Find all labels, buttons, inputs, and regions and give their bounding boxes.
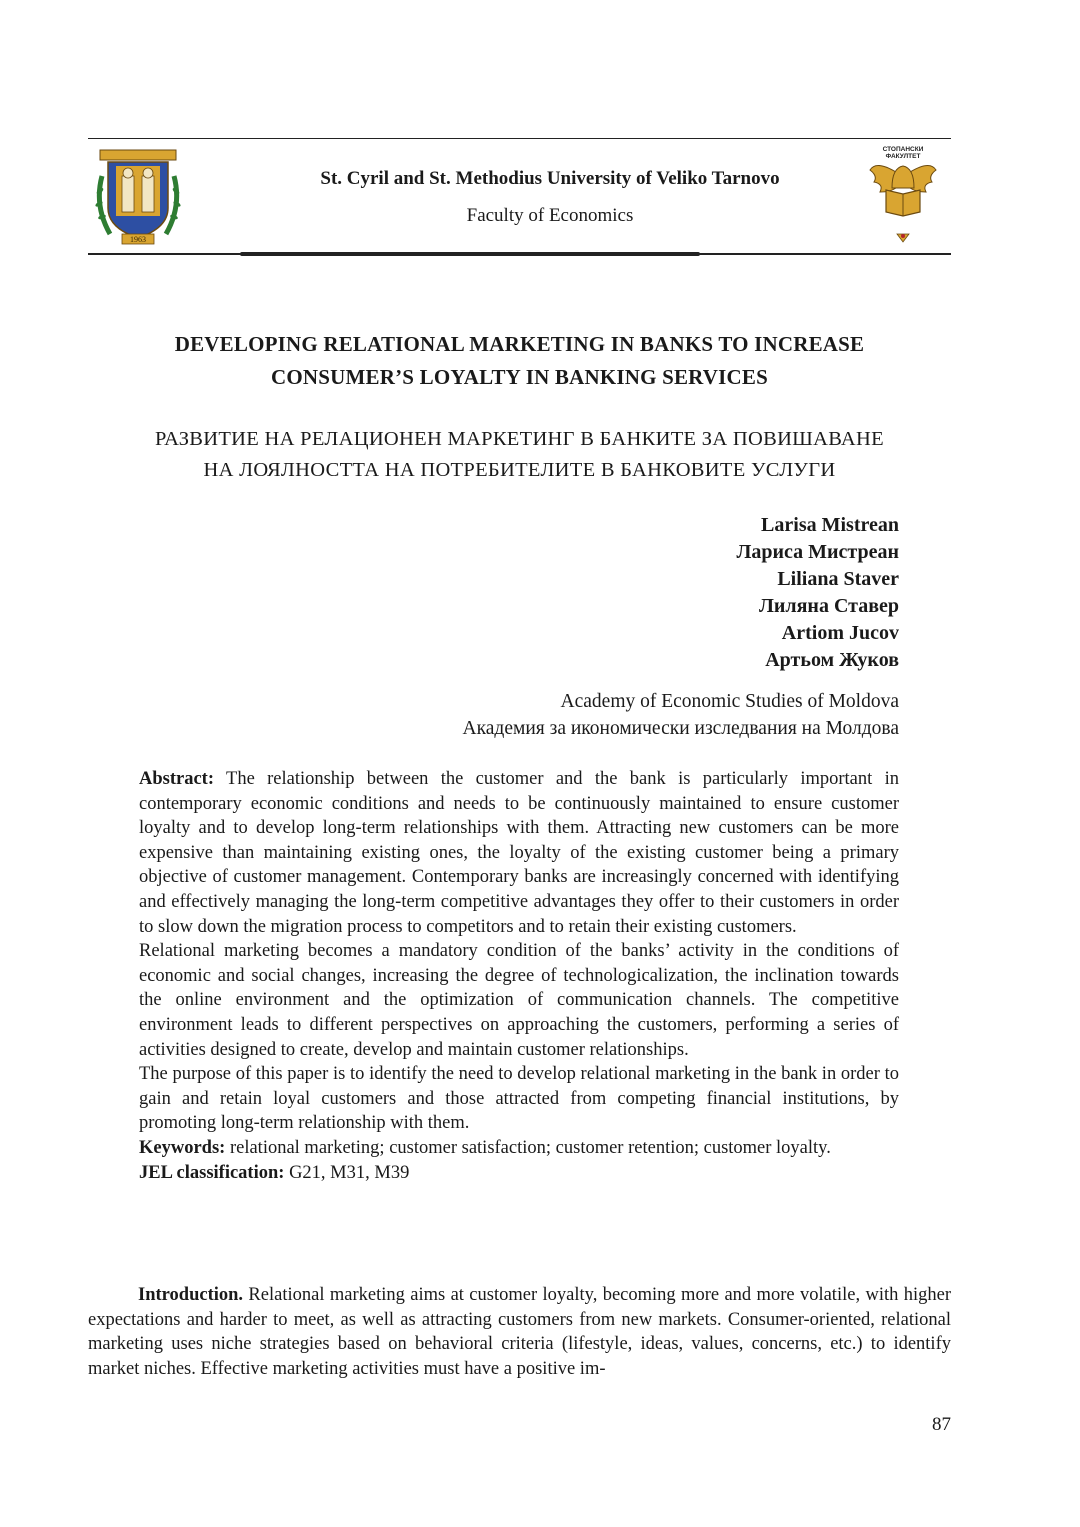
abstract-paragraph-2: Relational marketing becomes a mandatory condition of the banks’ activity in the conditions of economic and social changes, increasing the degree of technologicalization, the inclination towards the online environment and the optimization of communication channels. The competitive environment leads to different perspectives on approaching the customers, performing a series of activities designed to create, develop and maintain customer relationships. [139,941,899,1060]
header-bottom-rule-accent [240,252,700,256]
title-en-line-2: CONSUMER’S LOYALTY IN BANKING SERVICES [271,365,768,389]
introduction-text: Relational marketing aims at customer loyalty, becoming more and more volatile, with higher expectations and harder to meet, as well as attracting customers from new markets. Consumer-oriented, relational marketing uses niche strategies based on behavioral criteria (lifestyle, ideas, values, concerns, etc.) to identify market niches. Effective marketing activities must have a positive im- [88,1285,951,1379]
faculty-name: Faculty of Economics [466,205,634,226]
title-bg-line-2: НА ЛОЯЛНОСТТА НА ПОТРЕБИТЕЛИТЕ В БАНКОВИТЕ УСЛУГИ [203,459,836,481]
keywords-label: Keywords: [139,1137,226,1158]
author-name: Larisa Mistrean [761,514,899,536]
affiliation-bulgarian: Академия за икономически изследвания на Молдова [462,718,899,739]
author-name: Артьом Жуков [765,649,899,671]
affiliation-english: Academy of Economic Studies of Moldova [560,691,899,712]
jel-classification [139,1161,899,1186]
keywords [139,1136,899,1161]
introduction-paragraph [88,1283,951,1381]
header-top-rule [88,138,951,139]
abstract-paragraph-1 [139,767,899,939]
author-name: Лариса Мистреан [736,541,899,563]
author-name: Artiom Jucov [781,622,899,644]
keywords-text: relational marketing; customer satisfaction; customer retention; customer loyalty. [229,1137,831,1158]
svg-text:СТОПАНСКИ: СТОПАНСКИ [882,146,924,153]
svg-text:ФАКУЛТЕТ: ФАКУЛТЕТ [885,153,921,160]
faculty-crest-icon [866,142,940,248]
introduction-label: Introduction. [138,1285,244,1305]
title-bg-line-1: РАЗВИТИЕ НА РЕЛАЦИОНЕН МАРКЕТИНГ В БАНКИТЕ ЗА ПОВИШАВАНЕ [155,428,884,450]
svg-text:1963: 1963 [130,235,146,244]
author-name: Лиляна Ставер [758,595,899,617]
author-list [736,512,899,674]
university-crest-icon [92,146,184,248]
jel-codes: G21, M31, M39 [289,1162,410,1183]
jel-label: JEL classification: [139,1162,285,1183]
author-name: Liliana Staver [777,568,899,590]
affiliation [463,688,899,742]
title-en-line-1: DEVELOPING RELATIONAL MARKETING IN BANKS TO INCREASE [174,332,865,356]
paper-title-bulgarian [88,424,951,486]
abstract-label: Abstract: [139,769,215,789]
abstract-text: The relationship between the customer and the bank is particularly important in contemporary economic conditions and needs to be continuously maintained to ensure customer loyalty and to develop long-term relationships with them. Attracting new customers can be more expensive than maintaining existing ones, the loyalty of the existing customer being a primary objective of customer management. Contemporary banks are increasingly concerned with identifying and effectively managing the long-term competitive advantages they offer to their customers in order to slow down the migration process to competitors and to retain their existing customers. [139,769,899,937]
page-number: 87 [932,1414,951,1435]
university-name: St. Cyril and St. Methodius University of Veliko Tarnovo [320,168,780,189]
paper-title-english [88,328,951,394]
abstract-block [139,767,899,1185]
abstract-paragraph-3: The purpose of this paper is to identify the need to develop relational marketing in the bank in order to gain and retain loyal customers and those attracted from competing financial institutions, by promoting long-term relationship with them. [139,1064,899,1134]
